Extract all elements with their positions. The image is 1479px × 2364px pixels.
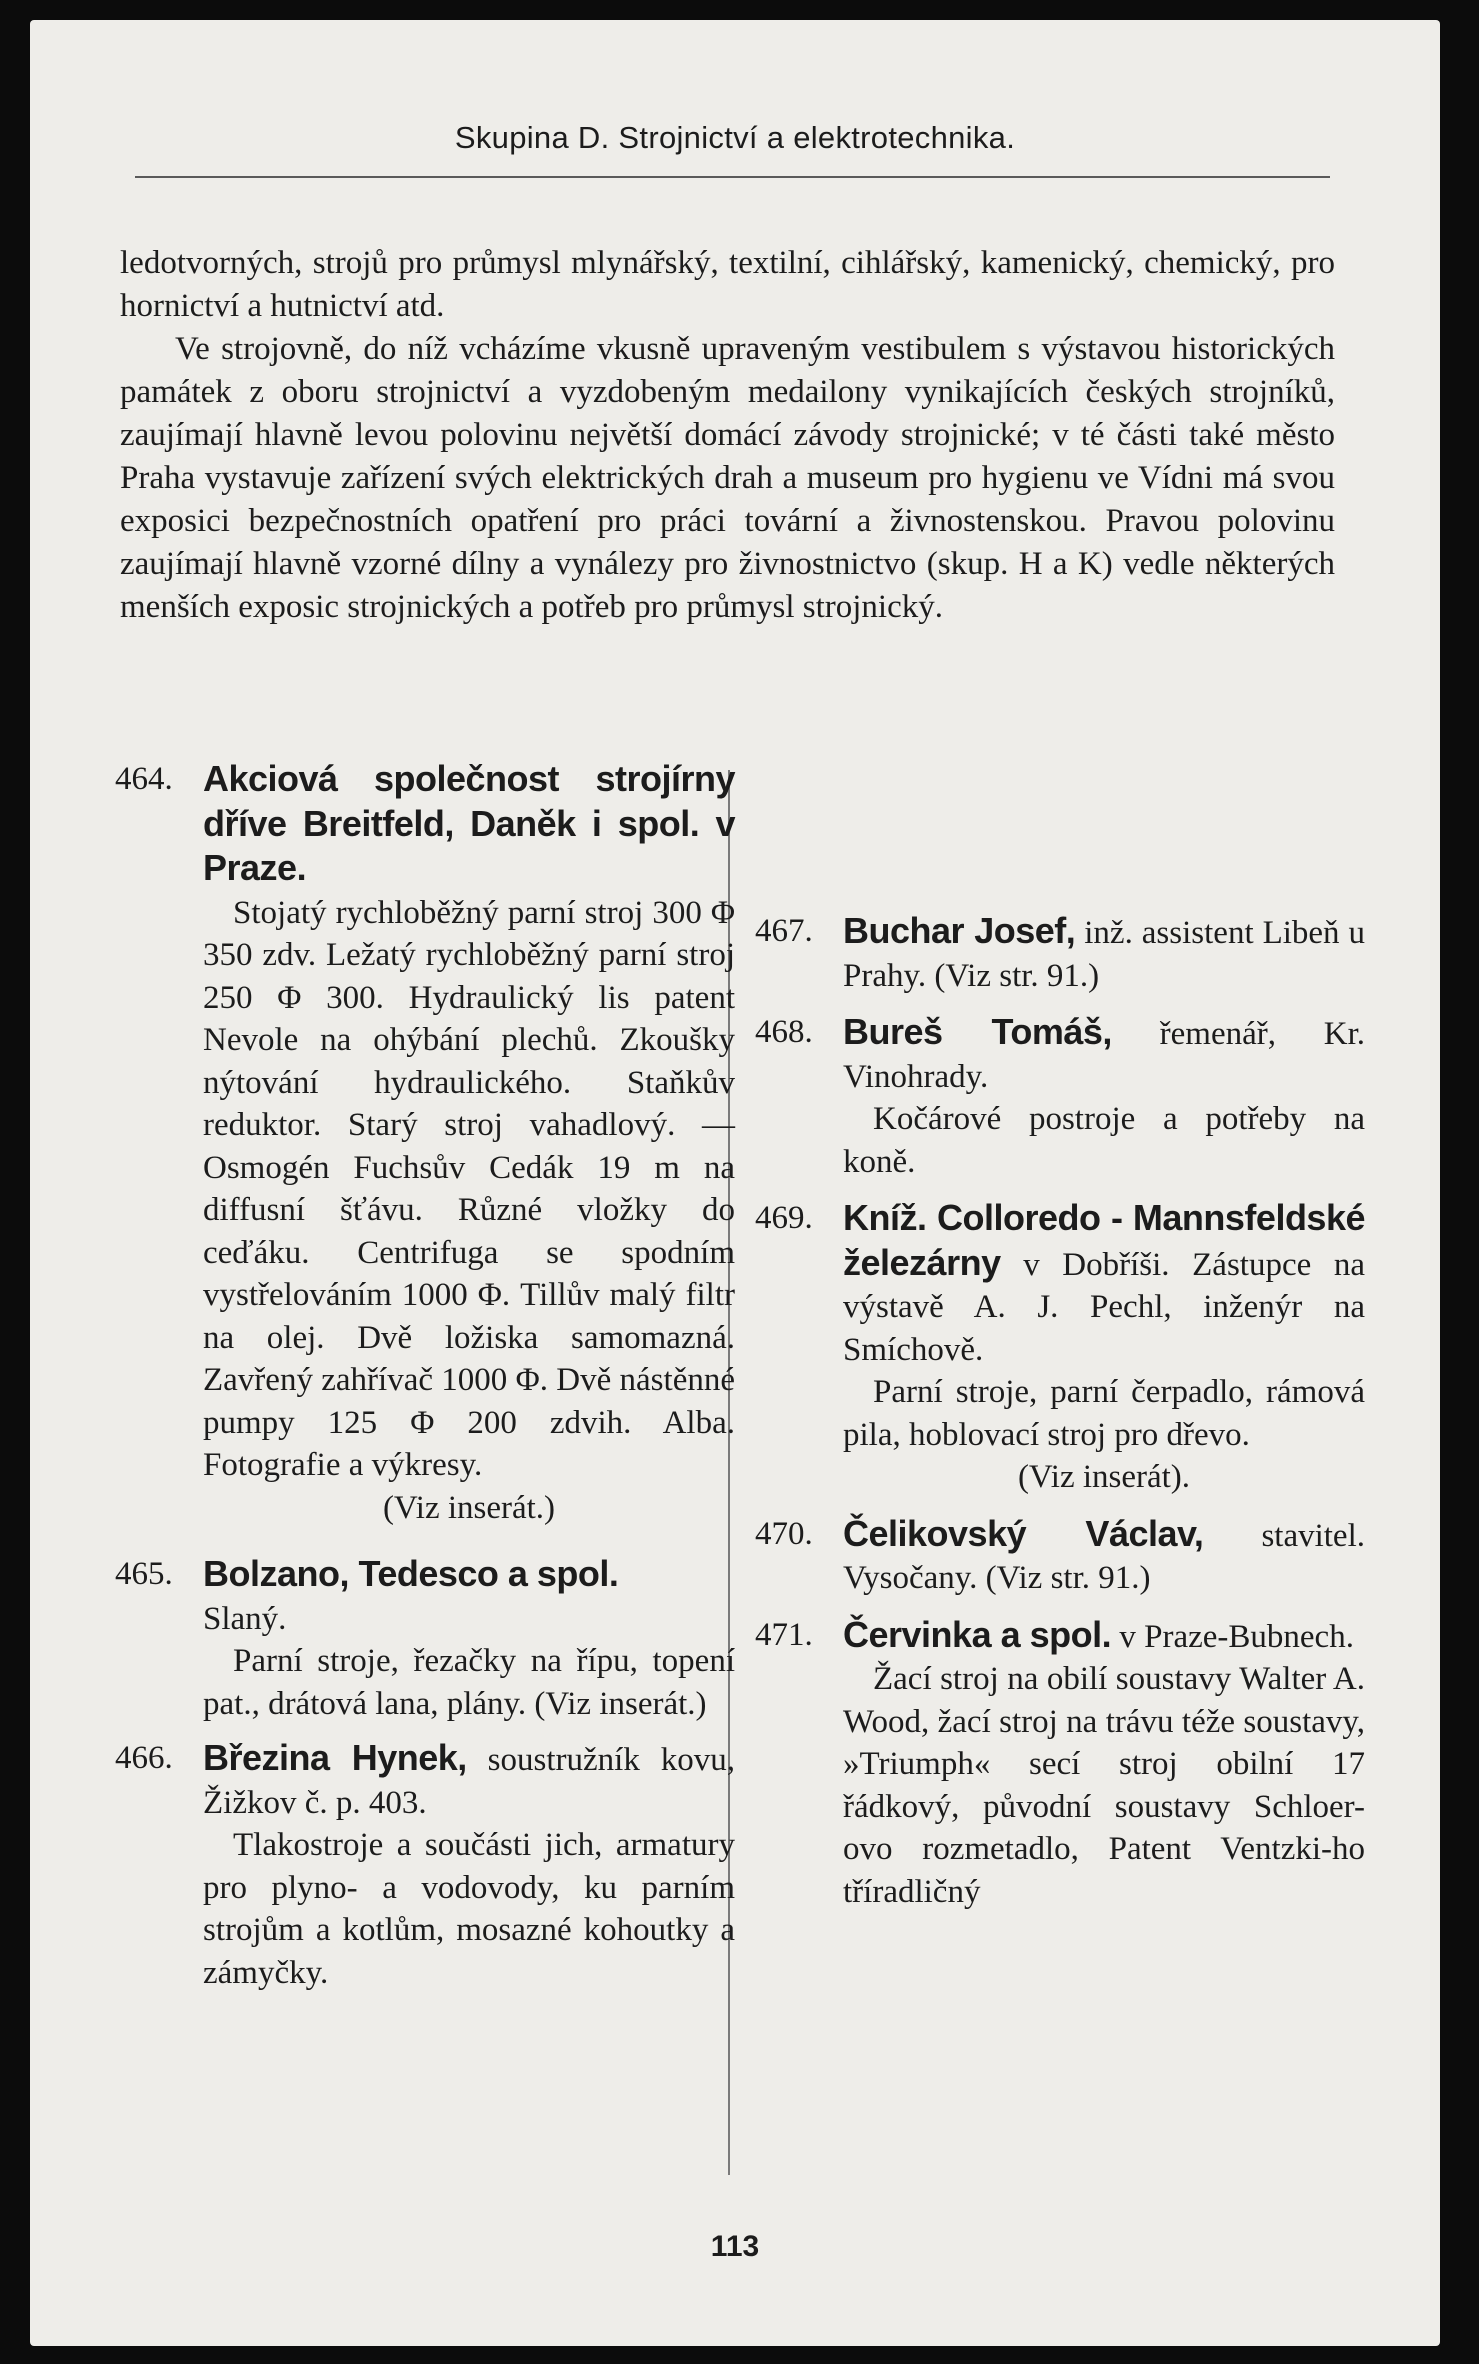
entry-471 xyxy=(755,1614,1365,1914)
entry-number: 465. xyxy=(115,1556,173,1592)
exhibitor-name: Březina Hynek, xyxy=(203,1737,467,1778)
exhibitor-description: stavitel. Vysočany. (Viz str. 91.) xyxy=(843,1517,1365,1596)
entry-468 xyxy=(755,1011,1365,1183)
document-page xyxy=(30,20,1440,2346)
entry-470 xyxy=(755,1513,1365,1600)
entry-number: 471. xyxy=(755,1616,813,1653)
entry-heading xyxy=(843,1614,1365,1659)
exhibitor-name: Čelikovský Václav, xyxy=(843,1512,1204,1554)
entry-heading xyxy=(843,1011,1365,1098)
exhibitor-description: řemenář, Kr. Vinohrady. xyxy=(843,1016,1365,1095)
entry-heading xyxy=(203,1737,735,1824)
intro-paragraph: ledotvorných, strojů pro průmysl mlynářský, textilní, cihlářský, kamenický, chemický, pro hornictví a hutnictví atd. xyxy=(120,245,1335,324)
exhibitor-name: Červinka a spol. xyxy=(843,1613,1112,1655)
exhibitor-description: v Dobříši. Zástupce na výstavě A. J. Pechl, inženýr na Smíchově. xyxy=(843,1246,1366,1368)
entry-details: Parní stroje, řezačky na řípu, topení pat., drátová lana, plány. (Viz inserát.) xyxy=(203,1643,735,1722)
entry-466 xyxy=(115,1737,735,1994)
entry-heading xyxy=(203,1553,735,1598)
entry-reference: (Viz inserát.) xyxy=(382,1489,556,1526)
entry-details: Parní stroje, parní čerpadlo, rámová pila, hoblovací stroj pro dřevo. xyxy=(843,1374,1365,1453)
exhibitor-name: Buchar Josef, xyxy=(843,910,1076,951)
entry-details: Stojatý rychloběžný parní stroj 300 Φ 350 zdv. Ležatý rychloběžný parní stroj 250 Φ 300. Hydraulický lis patent Nevole na ohýbání plechů. Zkoušky nýtování hydraulického. Staňkův reduktor. Starý stroj vahadlový. — Osmogén Fuchsův Cedák 19 m na diffusní šťávu. Různé vložky do ceďáku. Centrifuga se spodním vystřelováním 1000 Φ. Tillův malý filtr na olej. Dvě ložiska samomazná. Zavřený zahřívač 1000 Φ. Dvě nástěnné pumpy 125 Φ 200 zdvih. Alba. Fotografie a výkresy. xyxy=(203,894,735,1483)
entry-place: Slaný. xyxy=(203,1600,287,1637)
entry-reference: (Viz inserát). xyxy=(1017,1459,1191,1495)
entry-heading xyxy=(843,910,1365,997)
entry-details: Kočárové postroje a potřeby na koně. xyxy=(843,1101,1365,1180)
exhibitor-name: Akciová společnost strojírny dříve Breitfeld, Daněk i spol. v Praze. xyxy=(203,758,735,888)
entry-469 xyxy=(755,1197,1365,1499)
entry-heading xyxy=(843,1513,1365,1600)
exhibitor-name: Bureš Tomáš, xyxy=(843,1011,1112,1052)
exhibitor-name: Bolzano, Tedesco a spol. xyxy=(203,1553,619,1594)
entry-464 xyxy=(115,758,735,1529)
left-column xyxy=(115,758,735,1994)
entry-number: 464. xyxy=(115,761,173,797)
entry-details: Žací stroj na obilí soustavy Walter A. Wood, žací stroj na trávu téže soustavy, »Triumph« secí stroj obilní 17 řádkový, původní soustavy Schloer-ovo rozmetadlo, Patent Ventzki-ho tříradličný xyxy=(843,1661,1365,1910)
entry-number: 468. xyxy=(755,1014,813,1050)
entry-number: 466. xyxy=(115,1740,173,1776)
intro-paragraph: Ve strojovně, do níž vcházíme vkusně upraveným vestibulem s výstavou historických památek z oboru strojnictví a vyzdobeným medailony vynikajících českých strojníků, zaujímají hlavně levou polovinu největší domácí závody strojnické; v té části také město Praha vystavuje zařízení svých elektrických drah a museum pro hygienu ve Vídni má svou exposici bezpečnostních opatření pro práci tovární a živnostenskou. Pravou polovinu zaujímají hlavně vzorné dílny a vynálezy pro živnostnictvo (skup. H a K) vedle některých menších exposic strojnických a potřeb pro průmysl strojnický. xyxy=(120,331,1335,625)
page-header: Skupina D. Strojnictví a elektrotechnika. xyxy=(454,120,1016,155)
intro-text xyxy=(120,242,1335,629)
header-rule xyxy=(135,176,1330,178)
entry-heading xyxy=(203,758,735,892)
entry-number: 470. xyxy=(755,1515,813,1552)
entry-465 xyxy=(115,1553,735,1725)
entry-number: 469. xyxy=(755,1200,813,1236)
entry-467 xyxy=(755,910,1365,997)
exhibitor-description: inž. assistent Libeň u Prahy. (Viz str. 91.) xyxy=(843,915,1366,994)
exhibitor-description: soustružník kovu, Žižkov č. p. 403. xyxy=(203,1742,735,1821)
exhibitor-description: v Praze-Bubnech. xyxy=(1119,1618,1354,1655)
entry-heading xyxy=(843,1197,1365,1371)
right-column-entries xyxy=(755,910,1365,1913)
entry-details: Tlakostroje a součásti jich, armatury pro plyno- a vodovody, ku parním strojům a kotlům, mosazné kohoutky a zámyčky. xyxy=(203,1827,735,1991)
entry-number: 467. xyxy=(755,913,813,949)
exhibitor-name: Kníž. Colloredo - Mannsfeldské železárny xyxy=(843,1197,1365,1283)
page-number: 113 xyxy=(710,2230,760,2263)
